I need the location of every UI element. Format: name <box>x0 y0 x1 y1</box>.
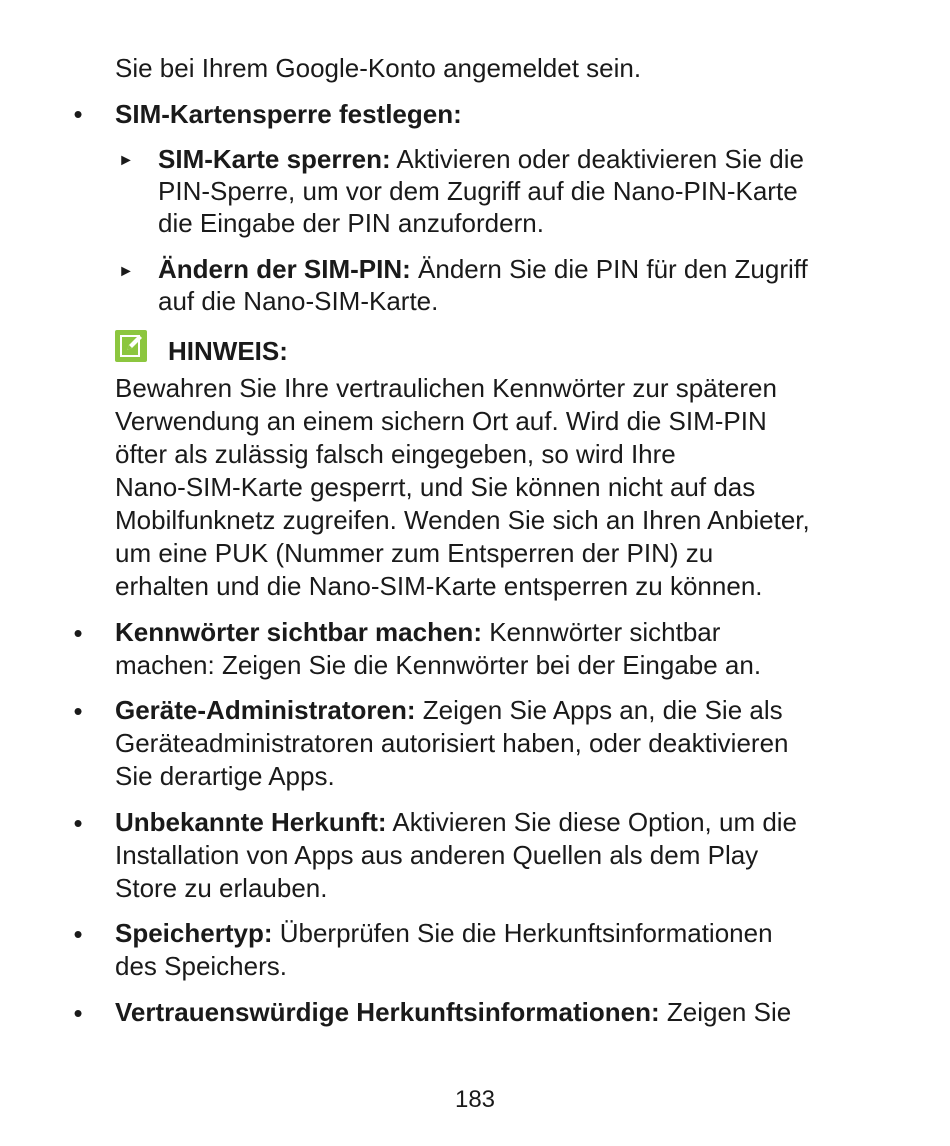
note-title-text: HINWEIS: <box>168 336 288 366</box>
bullet-icon: • <box>73 808 83 838</box>
note-title <box>168 335 288 367</box>
sub-item-title: SIM-Karte sperren: <box>158 144 391 174</box>
note-line: erhalten und die Nano-SIM-Karte entsperren zu können. <box>115 571 763 601</box>
sub-item-sim-lock-line-2: PIN-Sperre, um vor dem Zugriff auf die Nano-PIN-Karte <box>158 176 798 206</box>
item-passwords-line-2: machen: Zeigen Sie die Kennwörter bei der Eingabe an. <box>115 650 762 680</box>
item-passwords-line-1 <box>115 616 720 648</box>
item-title: Geräte-Administratoren: <box>115 695 416 725</box>
bullet-icon: • <box>73 998 83 1028</box>
item-title: Speichertyp: <box>115 918 273 948</box>
item-title: Kennwörter sichtbar machen: <box>115 617 482 647</box>
sub-item-sim-lock-line-1 <box>158 143 804 175</box>
item-text: Überprüfen Sie die Herkunftsinformationen <box>272 918 773 948</box>
item-storage-type-line-1 <box>115 917 773 949</box>
sub-item-change-pin-line-1 <box>158 253 808 285</box>
item-text: Zeigen Sie Apps an, die Sie als <box>415 695 783 725</box>
item-title: Vertrauenswürdige Herkunftsinformationen: <box>115 997 660 1027</box>
sub-item-text: Aktivieren oder deaktivieren Sie die <box>390 144 804 174</box>
note-line: öfter als zulässig falsch eingegeben, so wird Ihre <box>115 439 676 469</box>
item-text: Kennwörter sichtbar <box>481 617 721 647</box>
triangle-bullet-icon: ► <box>118 263 134 280</box>
item-admins-line-2: Geräteadministratoren autorisiert haben, oder deaktivieren <box>115 728 789 758</box>
sim-lock-title <box>115 98 462 130</box>
page-number: 183 <box>454 1086 496 1113</box>
note-line: Mobilfunknetz zugreifen. Wenden Sie sich an Ihren Anbieter, <box>115 505 810 535</box>
note-line: um eine PUK (Nummer zum Entsperren der PIN) zu <box>115 538 714 568</box>
triangle-bullet-icon: ► <box>118 152 134 169</box>
note-line: Bewahren Sie Ihre vertraulichen Kennwörter zur späteren <box>115 373 777 403</box>
item-unknown-sources-line-3: Store zu erlauben. <box>115 873 328 903</box>
item-unknown-sources-line-2: Installation von Apps aus anderen Quellen als dem Play <box>115 840 759 870</box>
sim-lock-title-text: SIM-Kartensperre festlegen: <box>115 99 462 129</box>
intro-line: Sie bei Ihrem Google-Konto angemeldet sein. <box>115 53 642 83</box>
bullet-icon: • <box>73 99 83 129</box>
item-storage-type-line-2: des Speichers. <box>115 951 287 981</box>
sub-item-sim-lock-line-3: die Eingabe der PIN anzufordern. <box>158 208 544 238</box>
note-line: Verwendung an einem sichern Ort auf. Wird die SIM-PIN <box>115 406 767 436</box>
item-title: Unbekannte Herkunft: <box>115 807 387 837</box>
bullet-icon: • <box>73 919 83 949</box>
note-line: Nano-SIM-Karte gesperrt, und Sie können nicht auf das <box>115 472 756 502</box>
item-trusted-credentials-line-1 <box>115 996 791 1028</box>
sub-item-change-pin-line-2: auf die Nano-SIM-Karte. <box>158 286 439 316</box>
item-admins-line-1 <box>115 694 783 726</box>
bullet-icon: • <box>73 618 83 648</box>
sub-item-text: Ändern Sie die PIN für den Zugriff <box>410 254 808 284</box>
item-text: Aktivieren Sie diese Option, um die <box>386 807 798 837</box>
item-text: Zeigen Sie <box>659 997 792 1027</box>
bullet-icon: • <box>73 696 83 726</box>
sub-item-title: Ändern der SIM-PIN: <box>158 254 411 284</box>
item-admins-line-3: Sie derartige Apps. <box>115 761 335 791</box>
item-unknown-sources-line-1 <box>115 806 797 838</box>
pencil-icon <box>115 330 147 362</box>
